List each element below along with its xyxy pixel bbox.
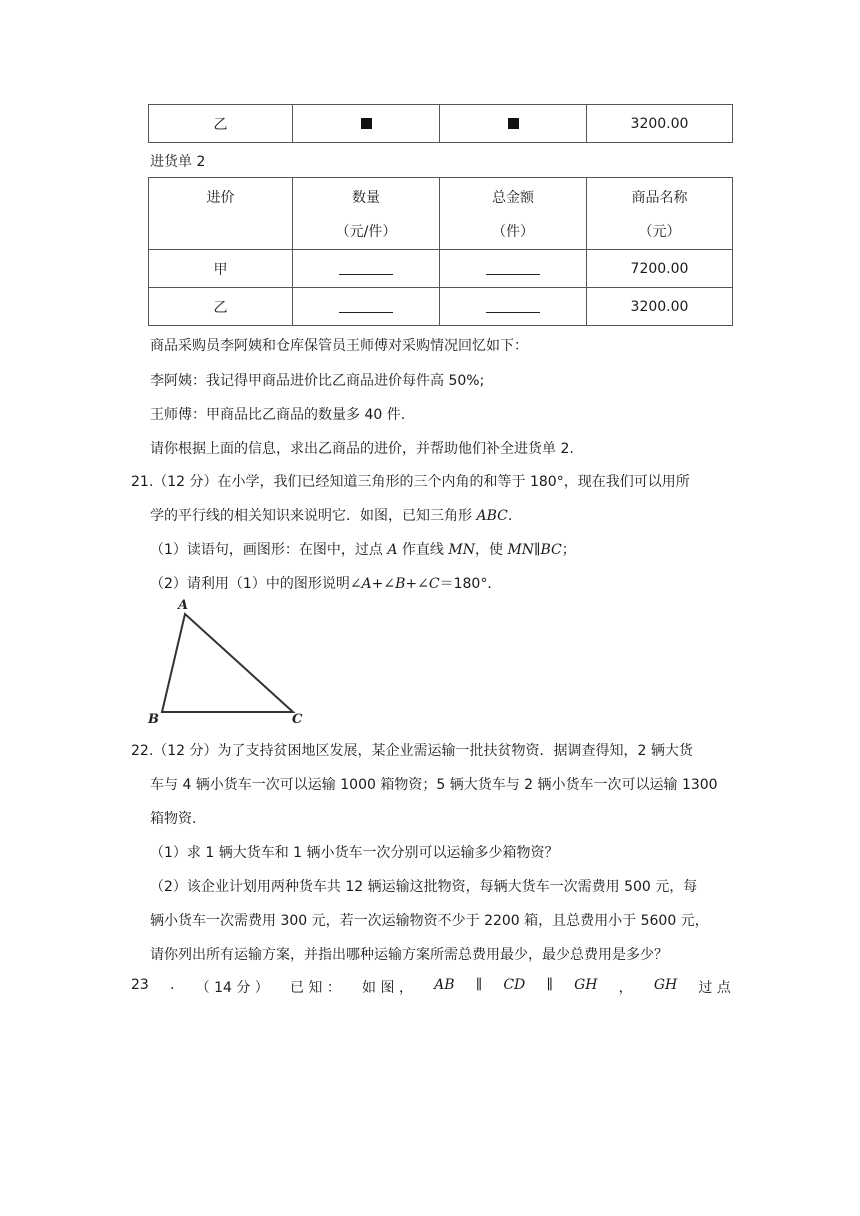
text: 学的平行线的相关知识来说明它．如图，已知三角形: [150, 508, 477, 524]
header-cell: [587, 178, 733, 250]
q20-text-2: 李阿姨：我记得甲商品进价比乙商品进价每件高 50%;: [150, 373, 485, 389]
vertex-label-b: B: [148, 712, 159, 727]
table-cell: [440, 105, 587, 143]
table-cell: [440, 250, 587, 288]
header-cell: [293, 178, 440, 250]
header-cell: [440, 178, 587, 250]
table-cell: 乙: [149, 105, 293, 143]
fill-blank[interactable]: [486, 262, 540, 275]
table-header-row: [149, 178, 733, 250]
q22-line-6: 辆小货车一次需费用 300 元，若一次运输物资不少于 2200 箱，且总费用小于 5600 元，: [150, 913, 709, 929]
text: .: [507, 508, 513, 524]
q20-text-3: 王师傅：甲商品比乙商品的数量多 40 件.: [150, 407, 406, 423]
table-cell: 乙: [149, 288, 293, 326]
q22-line-2: 车与 4 辆小货车一次可以运输 1000 箱物资；5 辆大货车与 2 辆小货车一次可以运输 1300: [150, 777, 718, 793]
math-text: MN: [448, 542, 475, 558]
header-text: 进价: [206, 190, 235, 206]
math-text: A: [387, 542, 398, 558]
q21-line-3: [150, 539, 576, 559]
text: ，: [618, 980, 633, 996]
header-text: 数量: [352, 190, 380, 206]
text: 如 图 ，: [362, 980, 413, 996]
table-cell: 3200.00: [587, 105, 733, 143]
table-cell: [440, 288, 587, 326]
purchase-table-2: [148, 177, 733, 326]
math-text: AB: [434, 977, 455, 993]
q22-line-5: （2）该企业计划用两种货车共 12 辆运输这批物资，每辆大货车一次需费用 500 元，每: [150, 879, 698, 895]
table-row: [149, 288, 733, 326]
table-cell: 甲: [149, 250, 293, 288]
q22-line-3: 箱物资．: [150, 811, 206, 827]
black-square-mark: [361, 118, 372, 129]
triangle-abc: [162, 614, 293, 712]
text: ；: [561, 542, 576, 558]
q22-line-4: （1）求 1 辆大货车和 1 辆小货车一次分别可以运输多少箱物资？: [150, 845, 559, 861]
table-cell: [293, 250, 440, 288]
fill-blank[interactable]: [486, 300, 540, 313]
text: 作直线: [397, 542, 449, 558]
text: （2）请利用（1）中的图形说明: [150, 576, 350, 592]
q22-line-1: 22.（12 分）为了支持贫困地区发展，某企业需运输一批扶贫物资．据调查得知，2 辆大货: [131, 743, 693, 759]
header-text: 商品名称: [631, 190, 688, 206]
math-text: ∥: [546, 977, 553, 993]
text: （1）读语句，画图形：在图中，过点: [150, 542, 388, 558]
text: 过 点: [698, 980, 731, 996]
text: ＝180°．: [439, 576, 502, 592]
fill-blank[interactable]: [339, 300, 393, 313]
q21-line-2: [150, 505, 512, 525]
math-text: MN∥BC: [507, 542, 562, 558]
table-cell: 3200.00: [587, 288, 733, 326]
q20-text-4: 请你根据上面的信息，求出乙商品的进价，并帮助他们补全进货单 2.: [150, 441, 574, 457]
math-text: ∥: [475, 977, 483, 993]
math-text: ∠A+∠B+∠C: [349, 576, 440, 592]
triangle-figure: [140, 595, 315, 730]
table-row: [149, 250, 733, 288]
text: 已 知 ：: [289, 980, 341, 996]
header-text: 总金额: [492, 190, 534, 206]
table2-caption: 进货单 2: [150, 154, 206, 170]
text: ，使: [474, 542, 508, 558]
q22-line-7: 请你列出所有运输方案，并指出哪种运输方案所需总费用最少，最少总费用是多少？: [150, 947, 668, 963]
text: .: [170, 977, 175, 993]
table-cell: [293, 288, 440, 326]
q21-line-4: [150, 573, 501, 593]
header-unit: （元）: [638, 224, 681, 240]
fill-blank[interactable]: [339, 262, 393, 275]
table-row: [149, 105, 733, 143]
q23-line-1: [131, 977, 731, 997]
math-text: GH: [653, 977, 678, 993]
q20-text-1: 商品采购员李阿姨和仓库保管员王师傅对采购情况回忆如下：: [150, 338, 528, 354]
purchase-table-1-tail: [148, 104, 733, 143]
header-unit: （件）: [492, 224, 534, 240]
q21-line-1: 21.（12 分）在小学，我们已经知道三角形的三个内角的和等于 180°，现在我们可以用所: [131, 474, 690, 490]
black-square-mark: [508, 118, 519, 129]
text: 23: [131, 977, 149, 993]
header-cell: [149, 178, 293, 250]
math-text: CD: [503, 977, 526, 993]
table-cell: 7200.00: [587, 250, 733, 288]
header-unit: （元/件）: [335, 224, 397, 240]
math-text: ABC: [476, 508, 508, 524]
vertex-label-c: C: [292, 712, 303, 727]
table-cell: [293, 105, 440, 143]
vertex-label-a: A: [178, 598, 189, 613]
math-text: GH: [574, 977, 598, 993]
text: （ 14 分 ）: [195, 980, 269, 996]
